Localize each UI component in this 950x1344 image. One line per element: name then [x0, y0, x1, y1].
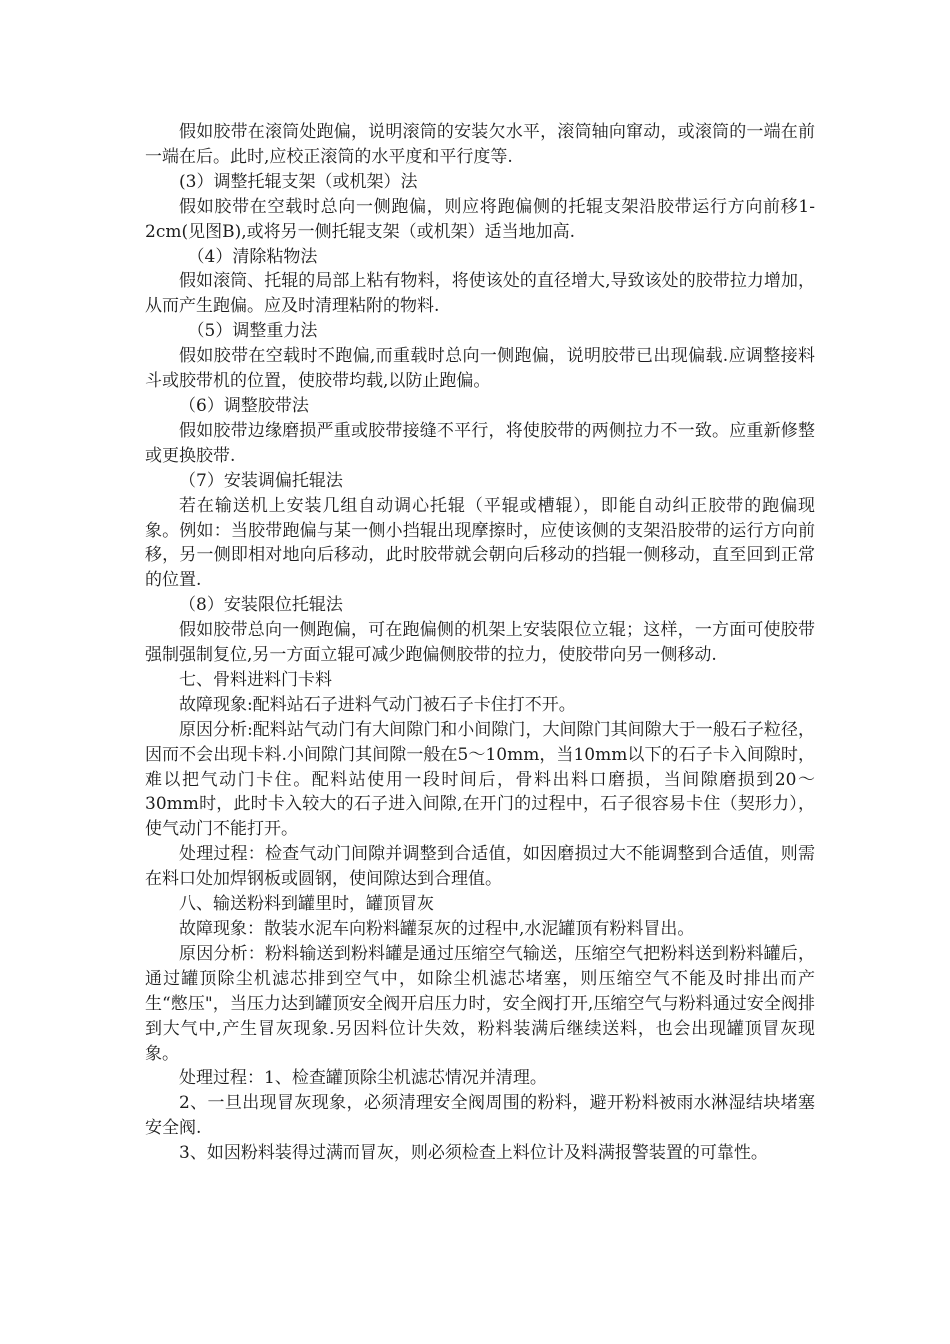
- section-heading: （5）调整重力法: [187, 321, 318, 342]
- section-heading: （7）安装调偏托辊法: [179, 470, 343, 491]
- body-paragraph: 处理过程：检查气动门间隙并调整到合适值，如因磨损过大不能调整到合适值，则需在料口处加焊钢板或圆钢，使间隙达到合理值。: [145, 844, 815, 890]
- body-paragraph: 故障现象：散装水泥车向粉料罐泵灰的过程中,水泥罐顶有粉料冒出。: [179, 919, 695, 939]
- body-paragraph: 假如胶带在空载时总向一侧跑偏，则应将跑偏侧的托辊支架沿胶带运行方向前移1-2cm(见图B),或将另一侧托辊支架（或机架）适当地加高.: [145, 196, 815, 242]
- section-heading: 八、输送粉料到罐里时，罐顶冒灰: [179, 894, 434, 915]
- body-paragraph: 假如胶带在滚筒处跑偏，说明滚筒的安装欠水平，滚筒轴向窜动，或滚筒的一端在前一端在后。此时,应校正滚筒的水平度和平行度等.: [145, 122, 815, 167]
- body-paragraph: 处理过程：1、检查罐顶除尘机滤芯情况并清理。: [179, 1068, 547, 1089]
- body-paragraph: 原因分析:配料站气动门有大间隙门和小间隙门，大间隙门其间隙大于一般石子粒径，因而不会出现卡料.小间隙门其间隙一般在5～10mm，当10mm以下的石子卡入间隙时，难以把气动门卡住。配料站使用一段时间后，骨料出料口磨损，当间隙磨损到20～30mm时，此时卡入较大的石子进入间隙,在开门的过程中，石子很容易卡住（契形力），使气动门不能打开。: [145, 719, 815, 840]
- body-paragraph: 假如胶带边缘磨损严重或胶带接缝不平行，将使胶带的两侧拉力不一致。应重新修整或更换胶带.: [145, 420, 815, 466]
- section-heading: （6）调整胶带法: [179, 395, 309, 416]
- section-heading: (3）调整托辊支架（或机架）法: [179, 171, 418, 192]
- body-paragraph: 若在输送机上安装几组自动调心托辊（平辊或槽辊），即能自动纠正胶带的跑偏现象。例如：当胶带跑偏与某一侧小挡辊出现摩擦时，应使该侧的支架沿胶带的运行方向前移，另一侧即相对地向后移动，此时胶带就会朝向后移动的挡辊一侧移动，直至回到正常的位置.: [145, 495, 815, 591]
- body-paragraph: 故障现象:配料站石子进料气动门被石子卡住打不开。: [179, 694, 576, 715]
- body-paragraph: 原因分析：粉料输送到粉料罐是通过压缩空气输送，压缩空气把粉料送到粉料罐后，通过罐顶除尘机滤芯排到空气中，如除尘机滤芯堵塞，则压缩空气不能及时排出而产生“憋压"，当压力达到罐顶安全阀开启压力时，安全阀打开,压缩空气与粉料通过安全阀排到大气中,产生冒灰现象.另因料位计失效，粉料装满后继续送料，也会出现罐顶冒灰现象。: [145, 943, 815, 1064]
- document-body: [145, 120, 815, 1166]
- body-paragraph: 假如胶带在空载时不跑偏,而重载时总向一侧跑偏，说明胶带已出现偏载.应调整接料斗或胶带机的位置，使胶带均载,以防止跑偏。: [145, 346, 815, 392]
- body-paragraph: 假如滚筒、托辊的局部上粘有物料，将使该处的直径增大,导致该处的胶带拉力增加，从而产生跑偏。应及时清理粘附的物料.: [145, 271, 815, 317]
- body-paragraph: 2、一旦出现冒灰现象，必须清理安全阀周围的粉料，避开粉料被雨水淋湿结块堵塞安全阀.: [145, 1093, 815, 1139]
- section-heading: 七、骨料进料门卡料: [179, 669, 332, 690]
- section-heading: （4）清除粘物法: [187, 246, 318, 267]
- body-paragraph: 3、如因粉料装得过满而冒灰，则必须检查上料位计及料满报警装置的可靠性。: [179, 1143, 768, 1164]
- section-heading: （8）安装限位托辊法: [179, 595, 343, 616]
- body-paragraph: 假如胶带总向一侧跑偏，可在跑偏侧的机架上安装限位立辊；这样，一方面可使胶带强制强制复位,另一方面立辊可减少跑偏侧胶带的拉力，使胶带向另一侧移动.: [145, 620, 815, 666]
